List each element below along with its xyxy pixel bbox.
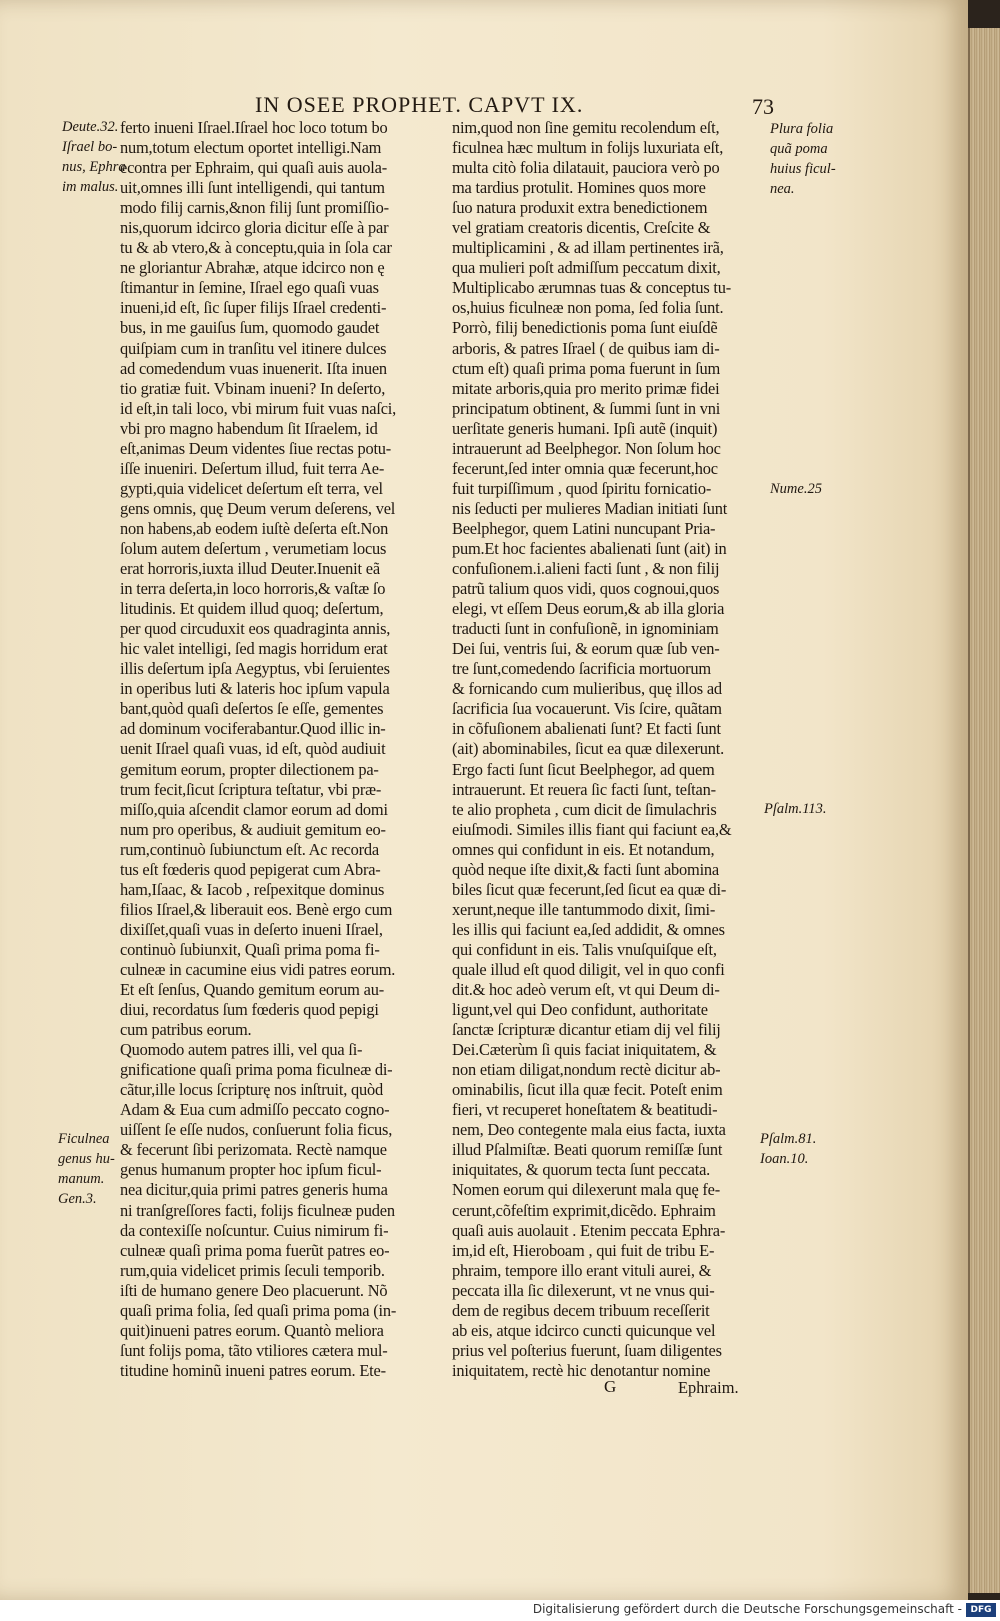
running-head: IN OSEE PROPHET. CAPVT IX. — [255, 92, 584, 117]
signature-mark: G — [604, 1377, 617, 1396]
text-line: eſt,animas Deum videntes ſiue rectas potu- — [120, 438, 392, 458]
catchword: Ephraim. — [678, 1378, 739, 1397]
text-line: per quod circuduxit eos quadraginta annis, — [120, 619, 391, 639]
text-line: tio gratiæ fuit. Vbinam inueni? In deſerto, — [120, 378, 386, 398]
text-line: cerunt,cõfeſtim exprimit,dicẽdo. Ephraim — [452, 1200, 716, 1220]
text-line: gens omnis, quę Deum verum deſerens, vel — [120, 498, 396, 518]
text-line: non etiam diligat,nondum rectè dicitur ab- — [452, 1060, 721, 1080]
text-line: uit,omnes illi ſunt intelligendi, qui tantum — [120, 178, 385, 198]
text-line: ne gloriantur Abrahæ, atque idcirco non ę — [120, 258, 385, 278]
text-line: Adam & Eua cum admiſſo peccato cogno- — [120, 1100, 390, 1120]
text-line: nim,quod non ſine gemitu recolendum eſt, — [452, 118, 720, 137]
text-line: ſunt folijs poma, tãto vtiliores cætera mul- — [120, 1340, 388, 1360]
text-line: intrauerunt. Et reuera ſic facti ſunt, teſtan- — [452, 779, 716, 799]
text-line: arboris, & patres Iſrael ( de quibus iam di- — [452, 338, 720, 358]
text-line: qua mulieri poſt admiſſum peccatum dixit, — [452, 258, 721, 278]
text-line: id eſt,in tali loco, vbi mirum fuit vuas naſci, — [120, 398, 397, 418]
text-line: iniquitates, & quorum tecta ſunt peccata. — [452, 1160, 711, 1180]
margin-note-left: im malus. — [62, 179, 119, 195]
margin-note-left: Gen.3. — [58, 1191, 97, 1207]
text-line: trum fecit,ſicut ſcriptura teſtatur, vbi præ- — [120, 779, 382, 799]
text-line: principatum obtinent, & ſummi ſunt in vni — [452, 398, 721, 418]
text-line: traducti ſunt in confuſionẽ, in ignominiam — [452, 619, 719, 639]
text-line: da contexiſſe noſcuntur. Cuius nimirum fi- — [120, 1220, 389, 1240]
text-line: bus, in me gauiſus ſum, quomodo gaudet — [120, 318, 380, 338]
margin-note-left: genus hu- — [58, 1151, 115, 1167]
text-line: peccata illa ſic dilexerunt, vt ne vnus qui- — [452, 1280, 715, 1300]
text-line: tus eſt fœderis quod pepigerat cum Abra- — [120, 859, 381, 879]
text-line: Et eſt ſenſus, Quando gemitum eorum au- — [120, 980, 384, 1000]
text-line: titudine hominũ inueni patres eorum. Ete- — [120, 1360, 386, 1380]
page-edges — [968, 28, 1000, 1593]
margin-note-left: Ficulnea — [58, 1131, 110, 1147]
text-line: biles ſicut quæ fecerunt,ſed ſicut ea quæ di- — [452, 879, 727, 899]
text-line: filios Iſrael,& liberauit eos. Benè ergo cum — [120, 899, 393, 919]
text-line: confuſionem.i.alieni facti ſunt , & non filij — [452, 559, 720, 579]
text-line: illis deſertum ipſa Aegyptus, vbi ſeruientes — [120, 659, 390, 679]
text-line: im,id eſt, Hieroboam , qui fuit de tribu E- — [452, 1240, 715, 1260]
text-line: rum,continuò ſubiunctum eſt. Ac recorda — [120, 839, 379, 859]
text-line: diui, recordatus ſum fœderis quod pepigi — [120, 1000, 379, 1020]
right-text-column — [452, 118, 764, 1381]
digitization-footer — [0, 1600, 1000, 1621]
text-line: quaſi prima folia, ſed quaſi prima poma (in- — [120, 1300, 397, 1320]
text-line: ficulnea hæc multum in folijs luxuriata eſt, — [452, 138, 724, 158]
text-line: tre ſunt,comedendo ſacrificia mortuorum — [452, 659, 711, 679]
text-line: patrũ talium quos vidi, quos cognoui,quos — [452, 579, 720, 599]
text-line: vel gratiam creatoris dicentis, Creſcite & — [452, 218, 711, 238]
text-line: os,huius ficulneæ non poma, ſed folia ſunt. — [452, 298, 724, 318]
text-line: Beelphegor, quem Latini nuncupant Pria- — [452, 518, 716, 538]
text-line: dem de regibus decem tribuum receſſerit — [452, 1300, 710, 1320]
text-line: hic valet intelligi, ſed magis horridum erat — [120, 639, 388, 659]
text-line: ligunt,vel qui Deo confidunt, authoritate — [452, 1000, 708, 1020]
text-line: Dei ſui, ventris ſui, & eorum quæ ſub ven- — [452, 639, 720, 659]
text-line: Quomodo autem patres illi, vel qua ſi- — [120, 1040, 363, 1060]
text-line: Dei.Cæterùm ſi quis faciat iniquitatem, & — [452, 1040, 717, 1060]
text-line: bant,quòd quaſi deſertos ſe eſſe, gementes — [120, 699, 384, 719]
margin-note-right: Plura folia — [770, 121, 834, 137]
text-line: genus humanum propter hoc ipſum ficul- — [120, 1160, 382, 1180]
text-line: ab eis, atque idcirco cuncti quicunque vel — [452, 1320, 716, 1340]
text-line: eiuſmodi. Similes illis fiant qui faciunt ea,& — [452, 819, 732, 839]
text-line: ſtimantur in ſemine, Iſrael ego quaſi vuas — [120, 278, 379, 298]
text-line: gnificatione quaſi prima poma ficulneæ di- — [120, 1060, 393, 1080]
text-line: iniquitatem, rectè hic denotantur nomine — [452, 1360, 711, 1380]
text-line: mitate arboris,quia pro merito primæ fidei — [452, 378, 720, 398]
text-line: multiplicamini , & ad illam pertinentes irã, — [452, 238, 724, 258]
text-line: econtra per Ephraim, qui quaſi auis auola- — [120, 158, 387, 178]
page-number: 73 — [752, 94, 774, 119]
margin-note-right: Pſalm.113. — [764, 801, 827, 817]
text-line: Ergo facti ſunt ſicut Beelphegor, ad quem — [452, 759, 715, 779]
text-line: continuò ſubiunxit, Quaſi prima poma fi- — [120, 939, 380, 959]
text-line: non habens,ab eodem iuſtè deſerta eſt.Non — [120, 518, 389, 538]
text-line: ſolum autem deſertum , verumetiam locus — [120, 538, 387, 558]
text-line: phraim, tempore illo erant vituli aurei, & — [452, 1260, 712, 1280]
text-line: cãtur,ille locus ſcripturę nos inſtruit, quòd — [120, 1080, 384, 1100]
text-line: culneæ quaſi prima poma fuerũt patres eo- — [120, 1240, 390, 1260]
text-line: culneæ in cacumine eius vidi patres eorum. — [120, 959, 396, 979]
text-line: intrauerunt ad Beelphegor. Non ſolum hoc — [452, 438, 721, 458]
text-line: in operibus luti & lateris hoc ipſum vapula — [120, 679, 390, 699]
text-line: fieri, vt recuperet honeſtatem & beatitudi- — [452, 1100, 718, 1120]
margin-note-left: Iſrael bo- — [62, 139, 118, 155]
margin-note-right: huius ficul- — [770, 161, 836, 177]
funding-credit: Digitalisierung gefördert durch die Deutsche Forschungsgemeinschaft - — [532, 1602, 962, 1616]
text-line: quit)inueni patres eorum. Quantò meliora — [120, 1320, 384, 1340]
margin-note-right: Ioan.10. — [760, 1151, 809, 1167]
text-line: in cõfuſionem abalienati ſunt? Et facti ſunt — [452, 719, 721, 739]
margin-note-right: quã poma — [770, 141, 828, 157]
text-line: dit.& hoc adeò verum eſt, vt qui Deum di- — [452, 980, 720, 1000]
left-text-column — [120, 118, 440, 1381]
margin-note-right: Pſalm.81. — [760, 1131, 817, 1147]
text-line: nea dicitur,quia primi patres generis huma — [120, 1180, 388, 1200]
text-line: tu & ab vtero,& à conceptu,quia in ſola car — [120, 238, 392, 258]
text-line: omnes qui confidunt in eis. Et notandum, — [452, 839, 715, 859]
text-line: nem, Deo contegente mala eius facta, iuxta — [452, 1120, 726, 1140]
text-line: ſacrificia ſua vocauerunt. Vis ſcire, quãtam — [452, 699, 722, 719]
text-line: ad dominum vociferabantur.Quod illic in- — [120, 719, 386, 739]
text-line: quale illud eſt quod diligit, vel in quo confi — [452, 959, 725, 979]
text-line: ctum eſt) quaſi prima poma fuerunt in ſum — [452, 358, 721, 378]
text-line: in terra deſerta,in loco horroris,& vaſtæ ſo — [120, 579, 386, 599]
text-line: prius vel poſterius fuerunt, ſuam diligentes — [452, 1340, 722, 1360]
margin-note-left: Deute.32. — [62, 119, 119, 135]
text-line: quòd neque iſte dixit,& facti ſunt abomina — [452, 859, 719, 879]
text-line: quiſpiam cum in tranſitu vel itinere dulces — [120, 338, 387, 358]
text-line: illud Pſalmiſtæ. Beati quorum remiſſæ ſunt — [452, 1140, 723, 1160]
text-line: dixiſſet,quaſi vuas in deſerto inueni Iſrael, — [120, 919, 383, 939]
text-line: vbi pro magno habendum ſit Iſraelem, id — [120, 418, 378, 438]
text-line: & fecerunt ſibi perizomata. Rectè namque — [120, 1140, 387, 1160]
text-line: ſanctæ ſcripturæ dicantur etiam dij vel filij — [452, 1020, 721, 1040]
text-line: Multiplicabo ærumnas tuas & conceptus tu- — [452, 278, 732, 298]
text-line: elegi, vt eſſem Deus eorum,& ab illa gloria — [452, 599, 725, 619]
text-line: iſti de humano genere Deo placuerunt. Nõ — [120, 1280, 388, 1300]
text-line: uerſitate generis humani. Ipſi autẽ (inquit) — [452, 418, 718, 438]
text-line: cum patribus eorum. — [120, 1020, 252, 1040]
margin-note-right: nea. — [770, 181, 795, 197]
text-line: quaſi auis auolauit . Etenim peccata Ephra- — [452, 1220, 726, 1240]
dfg-logo: DFG — [966, 1603, 996, 1617]
text-line: uiſſent ſe eſſe nudos, conſuerunt folia ficus, — [120, 1120, 393, 1140]
text-line: litudinis. Et quidem illud quoq; deſertum, — [120, 599, 384, 619]
text-line: fuit turpiſſimum , quod ſpiritu fornicatio- — [452, 478, 712, 498]
text-line: & fornicando cum mulieribus, quę illos ad — [452, 679, 722, 699]
text-line: iſſe inueniri. Deſertum illud, fuit terra Ae- — [120, 458, 385, 478]
text-line: nis,quorum idcirco gloria dicitur eſſe à par — [120, 218, 389, 238]
margin-note-right: Nume.25 — [770, 481, 822, 497]
text-line: num pro operibus, & audiuit gemitum eo- — [120, 819, 386, 839]
text-line: uenit Iſrael quaſi vuas, id eſt, quòd audiuit — [120, 739, 386, 759]
text-line: multa citò folia dilatauit, pauciora verò po — [452, 158, 720, 178]
text-line: ſuo natura produxit extra benedictionem — [452, 198, 708, 218]
text-line: modo filij carnis,&non filij ſunt promiſſio- — [120, 198, 389, 218]
text-line: les illis qui faciunt ea,ſed addidit, & omnes — [452, 919, 725, 939]
text-line: qui confidunt in eis. Talis vnuſquiſque eſt, — [452, 939, 717, 959]
text-line: ma tardius protulit. Homines quos more — [452, 178, 706, 198]
text-line: ferto inueni Iſrael.Iſrael hoc loco totum bo — [120, 118, 388, 137]
text-line: fecerunt,ſed inter omnia quæ fecerunt,hoc — [452, 458, 718, 478]
text-line: ad comedendum vuas inuenerit. Iſta inuen — [120, 358, 387, 378]
text-line: ham,Iſaac, & Iacob , reſpexitque dominus — [120, 879, 385, 899]
text-line: rum,quia videlicet primis ſeculi temporib. — [120, 1260, 385, 1280]
text-line: Porrò, filij benedictionis poma ſunt eiuſdẽ — [452, 318, 718, 338]
text-line: gemitum eorum, propter dilectionem pa- — [120, 759, 379, 779]
text-line: te alio propheta , cum dicit de ſimulachris — [452, 799, 717, 819]
text-line: (ait) abominabiles, ſicut ea quæ dilexerunt. — [452, 739, 725, 759]
text-line: inueni,id eſt, ſic ſuper filijs Iſrael credenti- — [120, 298, 387, 318]
text-line: pum.Et hoc facientes abalienati ſunt (ait) in — [452, 538, 727, 558]
margin-note-left: nus, Ephra — [62, 159, 126, 175]
margin-note-left: manum. — [58, 1171, 105, 1187]
text-line: nis ſeducti per mulieres Madian initiati ſunt — [452, 498, 728, 518]
text-line: xerunt,neque ille tantummodo dixit, ſimi- — [452, 899, 716, 919]
text-line: Nomen eorum qui dilexerunt mala quę fe- — [452, 1180, 721, 1200]
text-line: ominabilis, ſicut illa quæ fecit. Poteſt enim — [452, 1080, 723, 1100]
text-line: ni tranſgreſſores facti, folijs ficulneæ puden — [120, 1200, 395, 1220]
text-line: erat horroris,iuxta illud Deuter.Inuenit eã — [120, 559, 380, 579]
text-line: miſſo,quia aſcendit clamor eorum ad domi — [120, 799, 388, 819]
text-line: gypti,quia videlicet deſertum eſt terra, vel — [120, 478, 383, 498]
text-line: num,totum electum oportet intelligi.Nam — [120, 138, 382, 158]
